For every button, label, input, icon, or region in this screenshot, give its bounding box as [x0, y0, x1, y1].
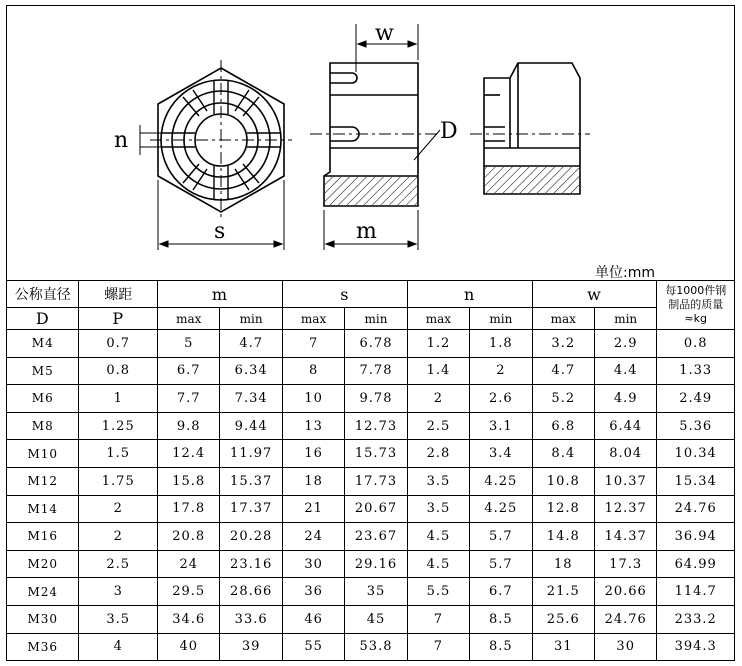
table-cell: 5: [158, 330, 220, 358]
label-w: w: [375, 21, 394, 46]
table-row: [7, 578, 735, 606]
label-D: D: [440, 119, 458, 144]
table-cell: 4.5: [407, 550, 469, 578]
table-cell: 10.8: [532, 467, 594, 495]
table-cell: 5.5: [407, 578, 469, 606]
header-pitch-cn: 螺距: [79, 281, 158, 308]
table-cell: 4.7: [532, 357, 594, 385]
table-cell: 7.78: [345, 357, 407, 385]
table-cell: 4.9: [594, 385, 656, 413]
section-hatch: [325, 177, 417, 205]
header-row-2: [7, 308, 735, 330]
table-cell: 36: [282, 578, 344, 606]
table-cell-size: M4: [7, 330, 79, 358]
table-cell: 18: [282, 467, 344, 495]
table-cell: 24.76: [594, 605, 656, 633]
table-cell: 33.6: [220, 605, 282, 633]
table-cell: 14.8: [532, 523, 594, 551]
table-row: [7, 550, 735, 578]
header-s-max: max: [282, 308, 344, 330]
table-cell: 1: [79, 385, 158, 413]
table-cell: 2.5: [407, 412, 469, 440]
table-cell-size: M10: [7, 440, 79, 468]
header-s-min: min: [345, 308, 407, 330]
table-cell: 21: [282, 495, 344, 523]
table-cell: 9.78: [345, 385, 407, 413]
table-cell: 6.34: [220, 357, 282, 385]
table-cell: 9.8: [158, 412, 220, 440]
table-cell: 29.16: [345, 550, 407, 578]
table-cell: 12.8: [532, 495, 594, 523]
table-cell: 3.5: [407, 495, 469, 523]
table-row: [7, 605, 735, 633]
table-cell: 0.8: [79, 357, 158, 385]
mass-line-1: 每1000件钢: [665, 284, 727, 297]
table-cell: 7: [407, 605, 469, 633]
table-cell: 13: [282, 412, 344, 440]
table-cell: 20.66: [594, 578, 656, 606]
table-cell: 7.7: [158, 385, 220, 413]
table-cell-size: M20: [7, 550, 79, 578]
table-cell: 10.34: [657, 440, 735, 468]
table-cell: 17.3: [594, 550, 656, 578]
table-cell: 2: [470, 357, 532, 385]
table-cell: 36.94: [657, 523, 735, 551]
table-cell-size: M12: [7, 467, 79, 495]
table-cell: 2.5: [79, 550, 158, 578]
table-cell: 31: [532, 633, 594, 661]
table-cell: 29.5: [158, 578, 220, 606]
table-cell: 20.8: [158, 523, 220, 551]
table-cell: 6.44: [594, 412, 656, 440]
table-cell: 46: [282, 605, 344, 633]
table-cell: 2.49: [657, 385, 735, 413]
header-n-max: max: [407, 308, 469, 330]
table-cell: 5.36: [657, 412, 735, 440]
table-cell: 5.2: [532, 385, 594, 413]
table-cell: 4.7: [220, 330, 282, 358]
header-m-max: max: [158, 308, 220, 330]
table-cell-size: M36: [7, 633, 79, 661]
label-s: s: [214, 219, 226, 244]
table-cell: 18: [532, 550, 594, 578]
table-cell: 12.37: [594, 495, 656, 523]
table-cell: 30: [594, 633, 656, 661]
table-cell: 39: [220, 633, 282, 661]
table-cell: 4.25: [470, 495, 532, 523]
table-cell: 40: [158, 633, 220, 661]
table-cell: 8.04: [594, 440, 656, 468]
header-nominal-sym: D: [7, 308, 79, 330]
table-cell: 15.37: [220, 467, 282, 495]
table-cell: 28.66: [220, 578, 282, 606]
table-cell: 3.2: [532, 330, 594, 358]
table-cell: 1.75: [79, 467, 158, 495]
table-cell: 7: [407, 633, 469, 661]
header-w-max: max: [532, 308, 594, 330]
table-row: [7, 412, 735, 440]
table-cell: 23.16: [220, 550, 282, 578]
table-cell: 4: [79, 633, 158, 661]
label-m: m: [356, 219, 377, 244]
table-cell: 25.6: [532, 605, 594, 633]
header-n: n: [407, 281, 532, 308]
table-cell: 8.5: [470, 633, 532, 661]
table-cell: 1.5: [79, 440, 158, 468]
header-w-min: min: [594, 308, 656, 330]
table-cell: 3.5: [407, 467, 469, 495]
table-cell: 2: [79, 523, 158, 551]
table-cell: 21.5: [532, 578, 594, 606]
header-s: s: [282, 281, 407, 308]
table-row: [7, 385, 735, 413]
table-cell-size: M6: [7, 385, 79, 413]
table-cell: 3.1: [470, 412, 532, 440]
header-nominal-cn: 公称直径: [7, 281, 79, 308]
table-cell: 24: [158, 550, 220, 578]
table-cell: 8.5: [470, 605, 532, 633]
table-cell: 6.7: [158, 357, 220, 385]
nut-top-view: [150, 60, 292, 220]
mass-line-3: ≈kg: [684, 312, 707, 325]
table-row: [7, 440, 735, 468]
mass-line-2: 制品的质量: [668, 298, 724, 311]
table-cell: 6.78: [345, 330, 407, 358]
table-cell: 20.28: [220, 523, 282, 551]
table-row: [7, 633, 735, 661]
table-row: [7, 357, 735, 385]
table-cell: 17.37: [220, 495, 282, 523]
table-cell: 2.9: [594, 330, 656, 358]
header-w: w: [532, 281, 657, 308]
table-cell: 1.2: [407, 330, 469, 358]
table-cell: 45: [345, 605, 407, 633]
header-mass: [657, 281, 735, 330]
table-cell: 17.73: [345, 467, 407, 495]
table-cell: 12.4: [158, 440, 220, 468]
table-cell: 1.33: [657, 357, 735, 385]
table-cell: 10.37: [594, 467, 656, 495]
table-cell-size: M24: [7, 578, 79, 606]
table-cell: 1.4: [407, 357, 469, 385]
table-cell: 55: [282, 633, 344, 661]
table-cell: 20.67: [345, 495, 407, 523]
table-row: [7, 523, 735, 551]
table-cell: 24: [282, 523, 344, 551]
table-cell: 15.8: [158, 467, 220, 495]
side-section-hatch: [485, 167, 579, 193]
table-cell-size: M30: [7, 605, 79, 633]
table-cell: 53.8: [345, 633, 407, 661]
table-cell: 16: [282, 440, 344, 468]
table-cell: 9.44: [220, 412, 282, 440]
table-row: [7, 467, 735, 495]
table-cell: 3.4: [470, 440, 532, 468]
table-cell: 3: [79, 578, 158, 606]
table-cell: 4.25: [470, 467, 532, 495]
header-m-min: min: [220, 308, 282, 330]
castle-nut-spec-table: [6, 280, 735, 661]
table-cell: 233.2: [657, 605, 735, 633]
table-cell: 14.37: [594, 523, 656, 551]
table-cell: 8: [282, 357, 344, 385]
table-cell: 15.73: [345, 440, 407, 468]
table-cell: 8.4: [532, 440, 594, 468]
table-cell: 114.7: [657, 578, 735, 606]
table-cell: 1.25: [79, 412, 158, 440]
table-cell: 35: [345, 578, 407, 606]
table-cell: 24.76: [657, 495, 735, 523]
table-cell: 7: [282, 330, 344, 358]
table-cell: 3.5: [79, 605, 158, 633]
table-cell: 10: [282, 385, 344, 413]
table-cell: 4.5: [407, 523, 469, 551]
table-cell: 0.8: [657, 330, 735, 358]
table-cell-size: M14: [7, 495, 79, 523]
table-cell: 17.8: [158, 495, 220, 523]
table-row: [7, 495, 735, 523]
label-n: n: [114, 128, 129, 153]
table-cell: 6.7: [470, 578, 532, 606]
table-cell: 23.67: [345, 523, 407, 551]
table-cell: 15.34: [657, 467, 735, 495]
header-pitch-sym: P: [79, 308, 158, 330]
table-cell: 6.8: [532, 412, 594, 440]
table-cell: 1.8: [470, 330, 532, 358]
table-cell: 12.73: [345, 412, 407, 440]
castle-nut-drawing: [0, 0, 742, 280]
table-cell: 34.6: [158, 605, 220, 633]
table-cell-size: M16: [7, 523, 79, 551]
table-cell: 11.97: [220, 440, 282, 468]
table-cell: 30: [282, 550, 344, 578]
unit-label: 单位:mm: [595, 265, 655, 281]
table-cell: 2.8: [407, 440, 469, 468]
table-cell: 64.99: [657, 550, 735, 578]
table-cell: 7.34: [220, 385, 282, 413]
table-cell: 5.7: [470, 550, 532, 578]
table-cell: 4.4: [594, 357, 656, 385]
table-cell: 2.6: [470, 385, 532, 413]
table-cell-size: M5: [7, 357, 79, 385]
table-cell-size: M8: [7, 412, 79, 440]
table-row: [7, 330, 735, 358]
table-cell: 2: [407, 385, 469, 413]
header-m: m: [158, 281, 283, 308]
table-cell: 5.7: [470, 523, 532, 551]
table-cell: 394.3: [657, 633, 735, 661]
table-cell: 0.7: [79, 330, 158, 358]
header-n-min: min: [470, 308, 532, 330]
table-cell: 2: [79, 495, 158, 523]
header-row-1: [7, 281, 735, 308]
